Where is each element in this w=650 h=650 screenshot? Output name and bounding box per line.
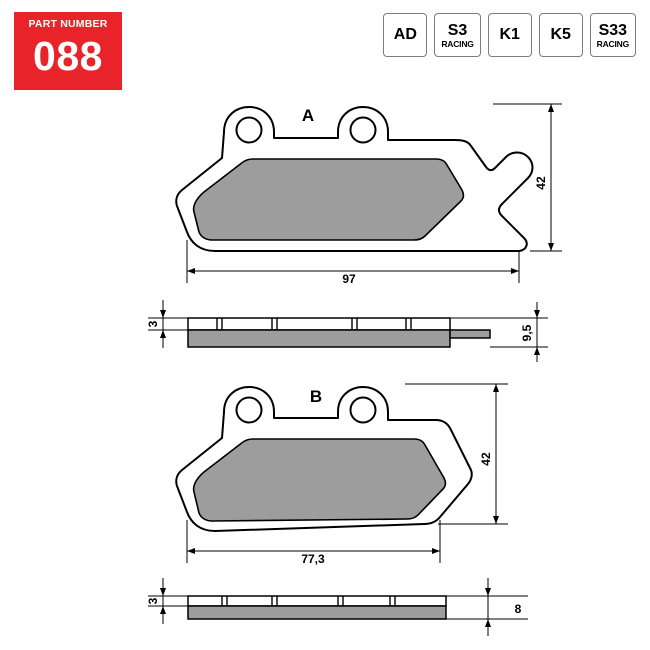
compound-code-s3-main: S3 (447, 21, 468, 39)
dim-b-friction-thickness-value: 3 (146, 597, 160, 605)
pad-b-hole-right (351, 398, 376, 423)
dim-b-height-value: 42 (479, 452, 493, 466)
part-number-value: 088 (33, 33, 103, 79)
dim-b-total-thickness-value: 8 (514, 602, 522, 616)
dim-a-friction-thickness (146, 300, 188, 348)
dim-b-friction-thickness (146, 578, 188, 624)
part-number-label: PART NUMBER (28, 18, 108, 30)
pad-b-section-plate (188, 606, 446, 619)
pad-a-section-plate (188, 330, 450, 347)
pad-b-friction-surface (194, 439, 446, 521)
view-b-section (188, 596, 446, 619)
compound-code-s3-sub: RACING (441, 38, 474, 49)
view-a-label: A (301, 106, 315, 125)
dim-a-length-value: 97 (342, 272, 356, 286)
dim-a-height-value: 42 (534, 176, 548, 190)
pad-a-section-tab (450, 330, 490, 338)
pad-b-hole-left (237, 398, 262, 423)
compound-code-k5-main: K5 (550, 26, 571, 43)
view-a-section (188, 318, 490, 347)
dim-a-friction-thickness-value: 3 (146, 320, 160, 328)
compound-code-s33-sub: RACING (596, 38, 629, 49)
compound-code-k1-main: K1 (499, 26, 520, 43)
dim-a-total-thickness-value: 9,5 (520, 324, 534, 342)
dim-b-length-value: 77,3 (301, 552, 325, 566)
dim-b-total-thickness (446, 578, 528, 636)
pad-a-hole-left (237, 118, 262, 143)
compound-code-ad-main: AD (393, 26, 417, 43)
view-b-pad (176, 387, 472, 531)
compound-code-s33-main: S33 (598, 21, 628, 39)
pad-a-friction-surface (194, 159, 464, 240)
pad-a-hole-right (351, 118, 376, 143)
view-b-label: B (309, 387, 323, 406)
view-a-pad (176, 106, 532, 251)
